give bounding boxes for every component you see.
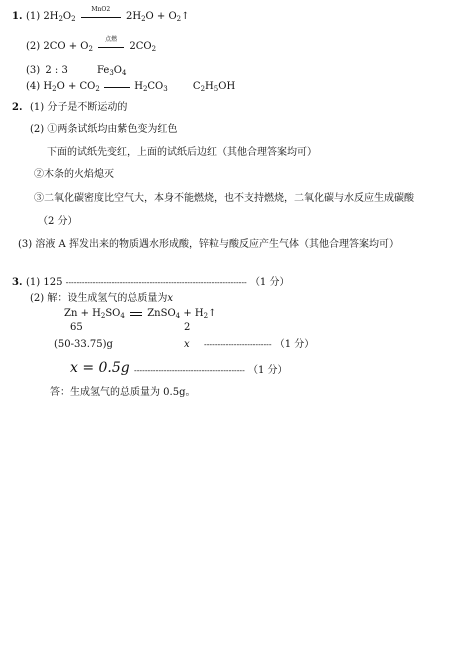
q2-number: 2. bbox=[12, 102, 23, 113]
score: （1 分） bbox=[249, 277, 290, 288]
q2-p3-text: 溶液 A 挥发出来的物质遇水形成酸，锌粒与酸反应产生气体（其他合理答案均可） bbox=[35, 239, 399, 250]
result-formula: x = 0.5g bbox=[70, 360, 130, 376]
score: （1 分） bbox=[248, 365, 288, 376]
eq-reactant: $H_2O + CO_2$ bbox=[43, 81, 100, 93]
q2-p2-line1 bbox=[30, 123, 177, 137]
final-answer: 答：生成氢气的总质量为 0.5g。 bbox=[50, 387, 196, 398]
q2-p3-mark: (3) bbox=[18, 239, 33, 250]
reaction-condition: 点燃 bbox=[96, 40, 126, 54]
score: （1 分） bbox=[274, 339, 315, 350]
ratio: 2 : 3 bbox=[45, 65, 68, 76]
formula-ethanol: $C_2H_5OH$ bbox=[192, 81, 236, 93]
equals-sign bbox=[128, 307, 144, 321]
eq-reactant: $2H_2O_2$ bbox=[43, 11, 76, 23]
q2-p2-l4: ③二氧化碳密度比空气大，本身不能燃烧，也不支持燃烧，二氧化碳与水反应生成碳酸 bbox=[34, 193, 414, 204]
q2-p1-text: 分子是不断运动的 bbox=[47, 102, 128, 113]
formula-fe3o4: $Fe_3O_4$ bbox=[97, 65, 127, 77]
eq-product: $2H_2O$ + $O_2↑$ bbox=[125, 11, 190, 23]
q2-p2-l1: ①两条试纸均由紫色变为红色 bbox=[47, 124, 178, 135]
q3-p1 bbox=[26, 276, 289, 290]
q3-p2-line2-end bbox=[134, 364, 288, 378]
molar-mass-h2: 2 bbox=[184, 322, 191, 333]
q3-number: 3. bbox=[12, 277, 23, 288]
q1-p1 bbox=[26, 6, 190, 24]
dash-leader: ------------------------- bbox=[204, 340, 272, 349]
q3-p2-setup bbox=[30, 292, 173, 306]
q3-p2-line1-end bbox=[204, 338, 314, 352]
reaction-condition: MnO2 bbox=[79, 10, 123, 24]
q2-p2-l2: 下面的试纸先变红，上面的试纸后边红（其他合理答案均可） bbox=[47, 147, 317, 158]
eq-reactant: $2CO + O_2$ bbox=[43, 41, 93, 53]
q2-p2-l3: ②木条的火焰熄灭 bbox=[34, 169, 114, 180]
q1-p1-mark: (1) bbox=[26, 11, 41, 22]
q3-equation: $Zn + H_2SO_4$ ZnSO$_4$ + $H_2↑$ bbox=[64, 308, 217, 320]
q2-p2-mark: (2) bbox=[30, 124, 45, 135]
q1-p3 bbox=[26, 64, 126, 78]
reaction-bar bbox=[103, 80, 131, 94]
q1-p2-mark: (2) bbox=[26, 41, 41, 52]
setup-text: 解：设生成氢气的总质量为 bbox=[47, 293, 168, 304]
dash-leader: ----------------------------------------- bbox=[134, 366, 245, 375]
q1-p4 bbox=[26, 80, 235, 94]
q2-p1 bbox=[30, 101, 127, 115]
q1-p3-mark: (3) bbox=[26, 65, 41, 76]
unknown-mass: x bbox=[184, 339, 190, 350]
q3-p1-mark: (1) bbox=[26, 277, 41, 288]
q2-p2-score: （2 分） bbox=[38, 216, 78, 227]
given-mass: (50-33.75)g bbox=[54, 339, 113, 350]
unknown-var: x bbox=[167, 293, 173, 304]
q3-p2-mark: (2) bbox=[30, 293, 45, 304]
q1-p4-mark: (4) bbox=[26, 81, 41, 92]
dash-leader: ------------------------------------------------------------------- bbox=[65, 278, 247, 287]
q2-p1-mark: (1) bbox=[30, 102, 45, 113]
eq-product: $H_2CO_3$ bbox=[134, 81, 168, 93]
molar-mass-zn: 65 bbox=[70, 322, 83, 333]
q1-number: 1. bbox=[12, 11, 23, 22]
q2-p3 bbox=[18, 238, 399, 252]
q3-p1-value: 125 bbox=[43, 277, 63, 288]
eq-product: $2CO_2$ bbox=[129, 41, 157, 53]
q1-p2 bbox=[26, 36, 157, 54]
